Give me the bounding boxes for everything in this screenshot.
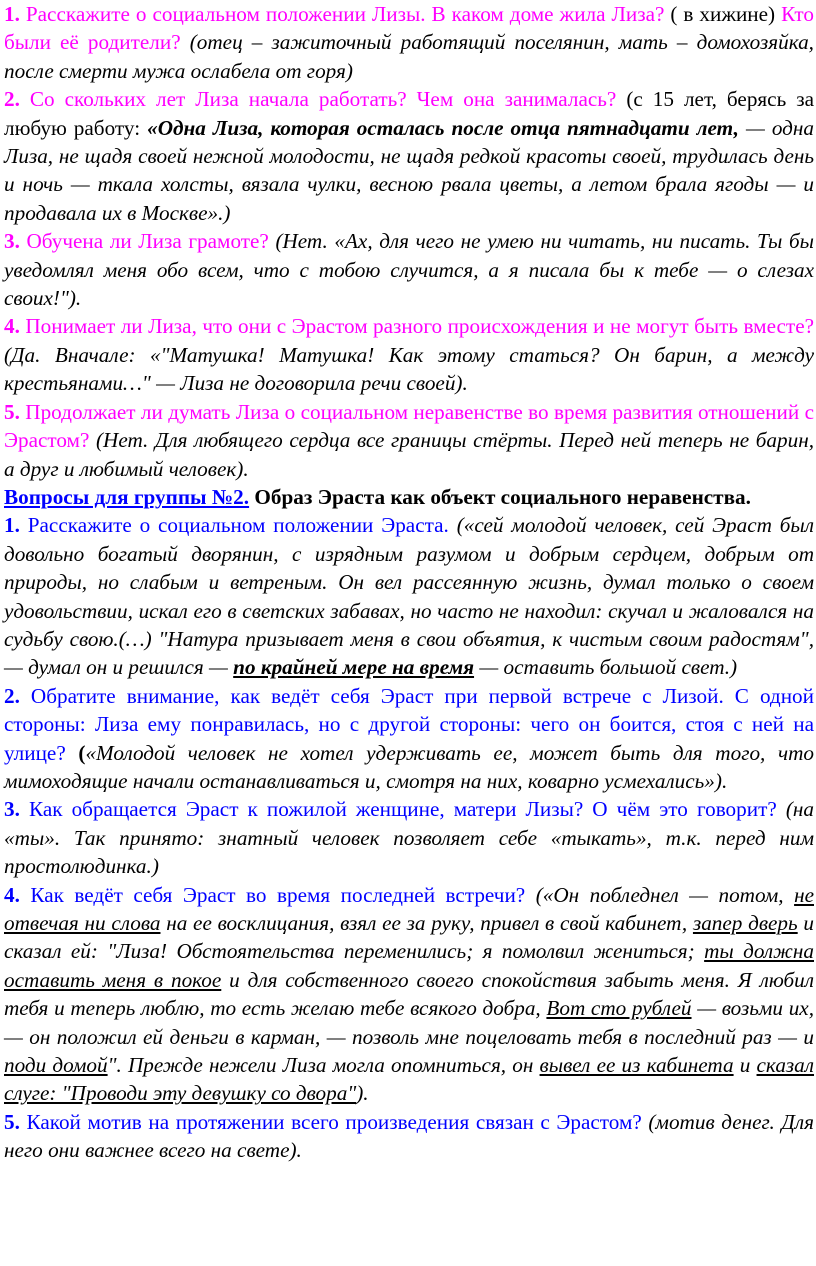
item-number: 2. — [4, 87, 20, 112]
question-text: Понимает ли Лиза, что они с Эрастом разного происхождения и не могут быть вместе? — [19, 314, 814, 339]
question-text: Продолжает ли думать Лиза о социальном неравенстве во время развития отношений с Эрастом? — [4, 399, 814, 453]
question-text: Расскажите о социальном положении Эраста. — [19, 513, 449, 538]
underlined-text: сказал слуге: "Проводи эту девушку со двора" — [4, 1053, 815, 1106]
group1-item-4 — [4, 312, 814, 397]
group2-item-1 — [4, 511, 814, 681]
question-text: Расскажите о социальном положении Лизы. В каком доме жила Лиза? — [19, 2, 665, 26]
group2-link[interactable]: Вопросы для группы №2. — [4, 484, 250, 509]
underlined-text: вывел ее из кабинета — [539, 1053, 734, 1078]
answer-text: (мотив денег. Для него они важнее всего на свете). — [4, 1109, 814, 1163]
quote-text: «Одна Лиза, которая осталась после отца пятнадцати лет, — [147, 115, 739, 140]
answer-text: — возьми их, — он положил ей деньги в карман, — позволь мне поцеловать тебя в последний раз — и — [4, 996, 814, 1049]
group2-item-2 — [4, 682, 814, 796]
group2-item-3 — [4, 795, 814, 880]
item-number: 1. — [4, 513, 20, 538]
answer-text: («Он побледнел — потом, — [525, 882, 795, 907]
group1-item-3 — [4, 227, 814, 312]
question-text: Как обращается Эраст к пожилой женщине, матери Лизы? О чём это говорит? — [19, 797, 777, 822]
question-text: Обратите внимание, как ведёт себя Эраст при первой встрече с Лизой. С одной стороны: Лиза ему понравилась, но с другой стороны: чего он боится, стоя с ней на улице? — [4, 683, 814, 765]
item-number: 3. — [4, 229, 20, 254]
question-text: Кто были её родители? — [4, 2, 814, 55]
item-number: 5. — [4, 1109, 20, 1134]
answer-text: «Молодой человек не хотел удерживать ее, может быть для того, что мимоходящие начали останавливаться и, смотря на них, коварно усмехались»). — [4, 740, 814, 793]
answer-text: (Да. Вначале: «"Матушка! Матушка! Как этому статься? Он барин, а между крестьянами…" — Лиза не договорила речи своей). — [4, 342, 814, 396]
answer-text: (с 15 лет, берясь за любую работу: — [4, 87, 815, 140]
question-text: Обучена ли Лиза грамоте? — [19, 229, 269, 254]
answer-text: ). — [356, 1081, 369, 1106]
item-number: 4. — [4, 314, 20, 339]
answer-text: (Нет. Для любящего сердца все границы стёрты. Перед ней теперь не барин, а друг и любимый человек). — [4, 428, 814, 481]
item-number: 5. — [4, 399, 20, 424]
answer-text: («сей молодой человек, сей Эраст был довольно богатый дворянин, с изрядным разумом и добрым сердцем, добрым от природы, но слабым и ветреным. Он вел рассеянную жизнь, думал только о своем удовольствии, искал его в светских забавах, но часто не находил: скучал и жаловался на судьбу свою.(…) "Натура призывает меня в свои объятия, к чистым своим радостям", — думал он и решился — — [4, 513, 814, 680]
question-text: Как ведёт себя Эраст во время последней встречи? — [19, 882, 526, 907]
group2-heading — [4, 483, 814, 511]
emphasis-text: по крайней мере на время — [233, 655, 475, 680]
underlined-text: ты должна оставить меня в покое — [4, 939, 814, 992]
answer-text: ( в хижине) — [664, 2, 776, 26]
answer-text: и сказал ей: "Лиза! Обстоятельства переменились; я помолвил жениться; — [4, 911, 815, 964]
group1-item-5 — [4, 398, 814, 483]
answer-text: (отец – зажиточный работящий поселянин, мать – домохозяйка, после смерти мужа ослабела от горя) — [4, 30, 814, 83]
underlined-text: запер дверь — [692, 911, 798, 935]
item-number: 3. — [4, 797, 20, 822]
answer-text: ". Прежде нежели Лиза могла опомниться, он — [107, 1053, 540, 1078]
underlined-text: не отвечая ни слова — [4, 882, 814, 935]
answer-text: — оставить большой свет.) — [474, 655, 738, 680]
item-number: 4. — [4, 882, 20, 907]
item-number: 1. — [4, 2, 20, 26]
open-paren: ( — [65, 740, 86, 765]
underlined-text: Вот сто рублей — [546, 996, 692, 1021]
answer-text: — одна Лиза, не щадя своей нежной молодости, не щадя редкой красоты своей, трудилась день и ночь — ткала холсты, вязала чулки, весною рвала цветы, а летом брала ягоды — и продавала их в Москве».) — [4, 115, 814, 225]
question-text: Со скольких лет Лиза начала работать? Чем она занималась? — [19, 87, 617, 112]
group2-item-5 — [4, 1108, 814, 1165]
group1-item-1 — [4, 0, 814, 85]
group1-item-2 — [4, 85, 814, 227]
group2-title: Образ Эраста как объект социального неравенства. — [249, 484, 751, 509]
question-text: Какой мотив на протяжении всего произведения связан с Эрастом? — [19, 1109, 642, 1134]
answer-text: и — [733, 1053, 757, 1078]
group2-item-4 — [4, 881, 814, 1108]
underlined-text: поди домой — [4, 1053, 108, 1078]
item-number: 2. — [4, 683, 20, 708]
answer-text: (Нет. «Ах, для чего не умею ни читать, ни писать. Ты бы уведомлял меня обо всем, что с тобою случится, а я писала бы к тебе — о слезах своих!"). — [4, 229, 814, 311]
answer-text: и для собственного своего спокойствия забыть меня. Я любил тебя и теперь люблю, то есть желаю тебе всякого добра, — [4, 967, 814, 1021]
answer-text: (на «ты». Так принято: знатный человек позволяет себе «тыкать», т.к. перед ним простолюдинка.) — [4, 797, 814, 879]
answer-text: на ее восклицания, взял ее за руку, привел в свой кабинет, — [160, 911, 693, 935]
